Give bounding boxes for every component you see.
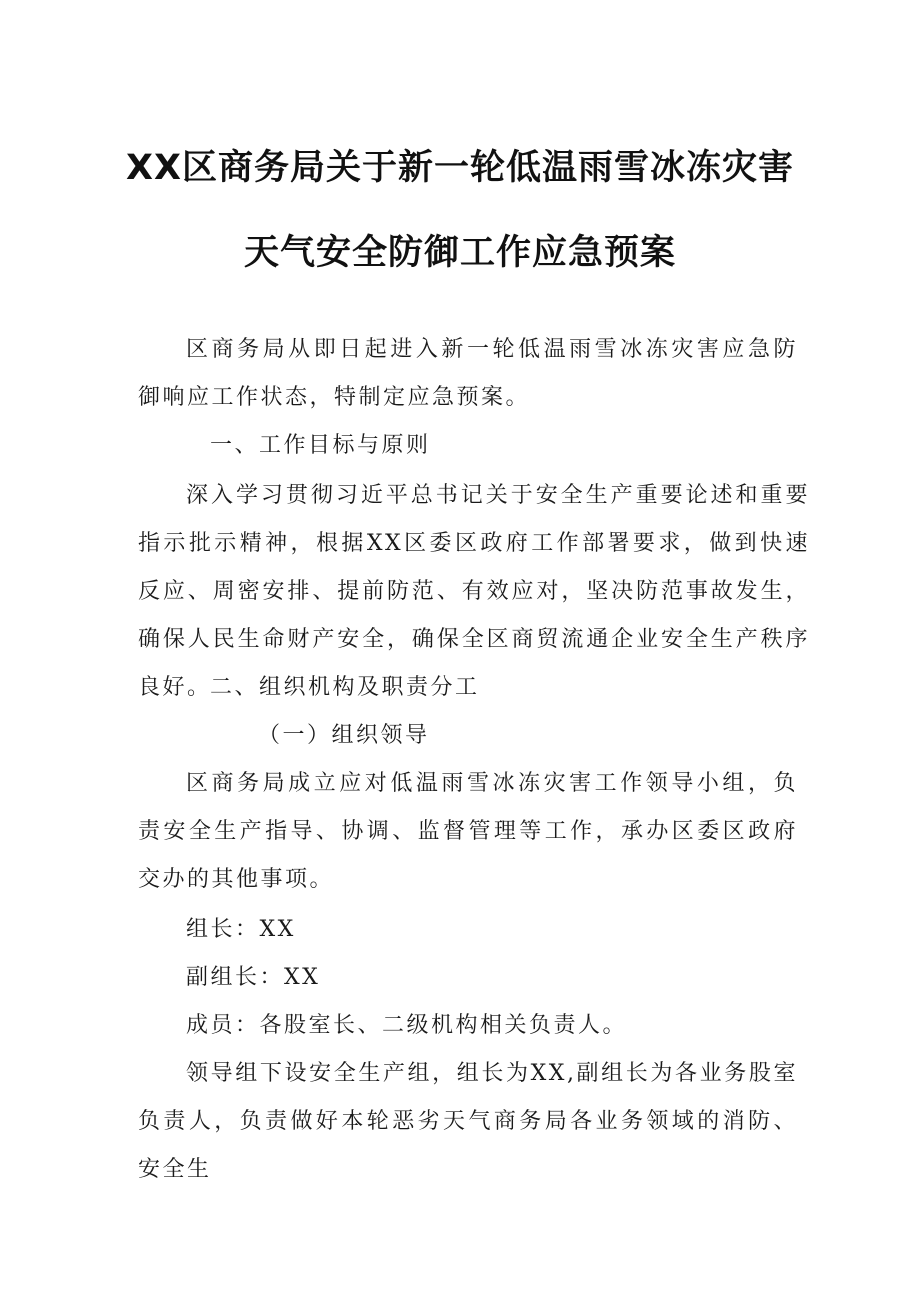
section-1-heading: 一、工作目标与原则	[210, 433, 431, 458]
safety-group-paragraph: 领导组下设安全生产组，组长为XX,副组长为各业务股室负责人，负责做好本轮恶劣天气商务局各业务领域的消防、安全生	[138, 1061, 798, 1182]
section-1-paragraph: 深入学习贯彻习近平总书记关于安全生产重要论述和重要指示批示精神，根据XX区委区政府工作部署要求，做到快速反应、周密安排、提前防范、有效应对，坚决防范事故发生，确保人民生命财产安全，确保全区商贸流通企业安全生产秩序良好。	[138, 483, 810, 700]
intro-paragraph: 区商务局从即日起进入新一轮低温雨雪冰冻灾害应急防御响应工作状态，特制定应急预案。	[138, 337, 798, 410]
section-2-heading: 二、组织机构及职责分工	[210, 675, 480, 700]
deputy-leader-line: 副组长：XX	[186, 965, 321, 990]
document-title-line-2: 天气安全防御工作应急预案	[243, 233, 676, 273]
members-line: 成员：各股室长、二级机构相关负责人。	[186, 1013, 628, 1038]
document-title-line-1: XX区商务局关于新一轮低温雨雪冰冻灾害	[126, 148, 794, 188]
subsection-1-heading: （一）组织领导	[258, 723, 430, 748]
subsection-1-paragraph: 区商务局成立应对低温雨雪冰冻灾害工作领导小组，负责安全生产指导、协调、监督管理等工作，承办区委区政府交办的其他事项。	[138, 771, 798, 892]
leader-line: 组长：XX	[186, 917, 296, 942]
